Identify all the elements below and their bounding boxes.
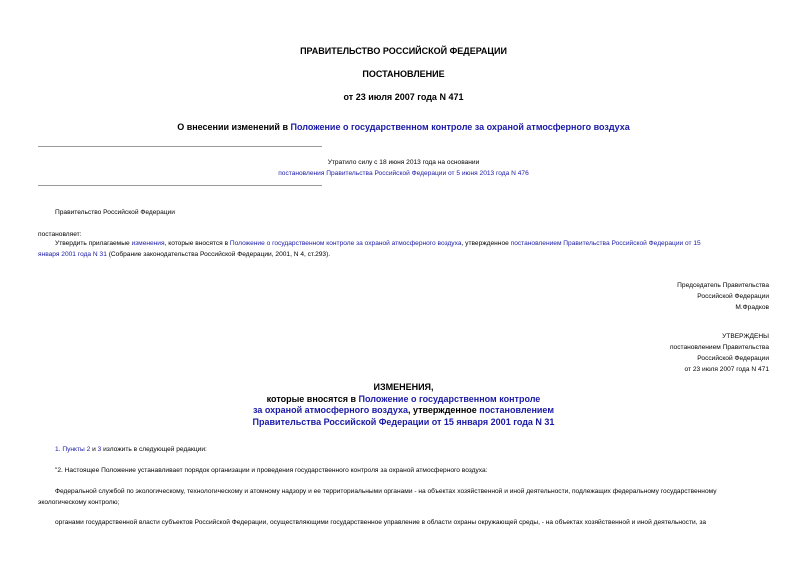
title-prefix: О внесении изменений в: [177, 122, 291, 132]
changes-decree-link[interactable]: постановлением: [479, 405, 554, 415]
regulation-link[interactable]: Положение о государственном контроле за охраной атмосферного воздуха: [229, 240, 462, 247]
signature-block: [469, 280, 769, 313]
approve-paragraph: [38, 238, 773, 260]
signature-title: Председатель Правительства: [677, 282, 769, 289]
approved-date: от 23 июля 2007 года N 471: [684, 366, 769, 373]
changes-line2: [0, 394, 807, 406]
change-item-1: [55, 444, 207, 455]
changes-line2-text: которые вносятся в: [266, 393, 359, 404]
changes-link[interactable]: изменения: [131, 240, 165, 247]
changes-line3: [0, 405, 807, 417]
repeal-note-link-line: [0, 168, 807, 179]
preamble-government: Правительство Российской Федерации: [55, 209, 175, 216]
document-type: ПОСТАНОВЛЕНИЕ: [362, 69, 445, 79]
item-1-and: и: [90, 446, 98, 453]
approve-text-d: (Собрание законодательства Российской Федерации, 2001, N 4, ст.293).: [106, 251, 331, 258]
point-2-link[interactable]: Пункты 2: [62, 446, 91, 453]
bottom-divider: [38, 185, 322, 186]
approve-text-c: , утвержденное: [461, 240, 511, 247]
item-1-number[interactable]: 1.: [55, 446, 63, 453]
item-1-text: изложить в следующей редакции:: [101, 446, 207, 453]
signature-org: Российской Федерации: [697, 293, 769, 300]
changes-regulation-link[interactable]: Положение о государственном контроле: [358, 393, 541, 404]
point-3-link[interactable]: 3: [97, 446, 102, 453]
signature-name: М.Фрадков: [735, 304, 769, 311]
repeal-note: Утратило силу с 18 июня 2013 года на основании: [327, 159, 480, 166]
changes-regulation-link-2[interactable]: за охраной атмосферного воздуха: [253, 405, 408, 415]
top-divider: [38, 146, 322, 147]
decree-31-link-a[interactable]: постановлением Правительства Российской Федерации от 15: [510, 240, 701, 247]
decree-31-link-b[interactable]: января 2001 года N 31: [38, 251, 107, 258]
approve-text-b: , которые вносятся в: [164, 240, 230, 247]
approve-text-a: Утвердить прилагаемые: [55, 240, 132, 247]
changes-decree-link-2[interactable]: Правительства Российской Федерации от 15 января 2001 года N 31: [252, 416, 555, 427]
changes-line3-text: , утвержденное: [407, 405, 480, 415]
repeal-decree-link[interactable]: постановления Правительства Российской Федерации от 5 июня 2013 года N 476: [278, 170, 529, 177]
change-item-2: "2. Настоящее Положение устанавливает порядок организации и проведения государственного контроля за охраной атмосферного воздуха:: [55, 467, 488, 474]
changes-title: ИЗМЕНЕНИЯ,: [373, 382, 434, 392]
document-title: [0, 122, 807, 132]
preamble-decrees: постановляет:: [38, 231, 82, 238]
document-date-number: от 23 июля 2007 года N 471: [343, 92, 464, 102]
changes-heading: [0, 382, 807, 428]
approval-block: [469, 331, 769, 375]
government-name: ПРАВИТЕЛЬСТВО РОССИЙСКОЙ ФЕДЕРАЦИИ: [300, 46, 507, 56]
approved-word: УТВЕРЖДЕНЫ: [722, 333, 769, 340]
approved-by: постановлением Правительства: [669, 344, 769, 351]
change-item-4: органами государственной власти субъектов Российской Федерации, осуществляющими государственное управление в области охраны окружающей среды, - на объектах хозяйственной и иной деятельности, за: [55, 519, 707, 526]
title-link[interactable]: Положение о государственном контроле за охраной атмосферного воздуха: [290, 122, 630, 132]
item-3-line-1: Федеральной службой по экологическому, технологическому и атомному надзору и ее территориальными органами - на объектах хозяйственной и иной деятельности, подлежащих федеральному государственному: [55, 488, 717, 495]
changes-line4: [0, 417, 807, 429]
approved-org: Российской Федерации: [697, 355, 769, 362]
item-3-line-2: экологическому контролю;: [38, 499, 120, 506]
change-item-3: [38, 486, 773, 508]
